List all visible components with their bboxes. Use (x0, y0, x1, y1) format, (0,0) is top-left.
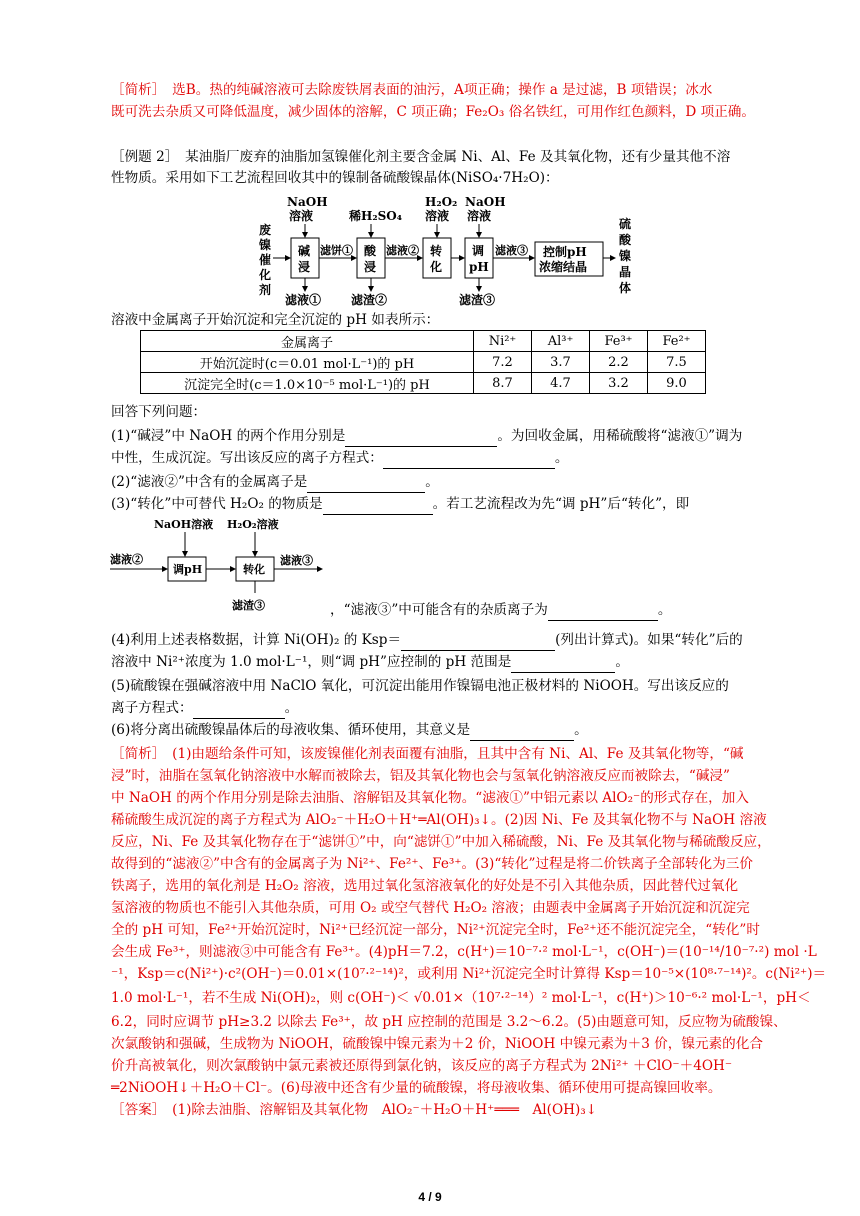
analysis2-line: ［简析］ (1)由题给条件可知，该废镍催化剂表面覆有油脂，且其中含有 Ni、Al、Fe 及其氧化物等，“碱 (111, 746, 744, 762)
q3-text-a: (3)“转化”中可替代 H₂O₂ 的物质是 (111, 496, 323, 512)
period: 。 (657, 602, 672, 618)
table-cell: 开始沉淀时(c＝0.01 mol·L⁻¹)的 pH (141, 352, 474, 373)
table-header: Fe³⁺ (590, 331, 648, 352)
table-header-row (141, 331, 706, 352)
question-5-line1: (5)硫酸镍在强碱溶液中用 NaClO 氧化，可沉淀出能用作镍镉电池正极材料的 NiOOH。写出该反应的 (111, 678, 729, 694)
table-cell: 沉淀完全时(c＝1.0×10⁻⁵ mol·L⁻¹)的 pH (141, 373, 474, 394)
q5-text-b: 离子方程式： (111, 700, 193, 716)
end-char-1: 酸 (619, 233, 632, 247)
analysis2-line: 会生成 Fe³⁺，则滤液③中可能含有 Fe³⁺。(4)pH＝7.2，c(H⁺)＝10⁻⁷·² mol·L⁻¹，c(OH⁻)＝(10⁻¹⁴/10⁻⁷·²) mol ·L (111, 944, 817, 960)
q3-text-c: ，“滤液③”中可能含有的杂质离子为 (330, 602, 548, 618)
flow2-top-h2o2: H₂O₂溶液 (227, 518, 279, 531)
start-char-1: 镍 (259, 238, 272, 252)
q6-blank[interactable] (470, 720, 574, 741)
table-row (141, 352, 706, 373)
top-label-naoh2b: 溶液 (467, 209, 492, 223)
flow2-bottom: 滤渣③ (232, 599, 265, 612)
q1-text-b: 。为回收金属，用稀硫酸将“滤液①”调为 (497, 428, 743, 444)
analysis2-line: ═2NiOOH↓＋H₂O＋Cl⁻。(6)母液中还含有少量的硫酸镍，将母液收集、循环使用可提高镍回收率。 (111, 1080, 722, 1096)
start-char-4: 剂 (259, 283, 272, 297)
table-cell: 3.7 (532, 352, 590, 373)
table-header: Fe²⁺ (648, 331, 706, 352)
top-label-h2o2: H₂O₂ (425, 195, 458, 209)
period: 。 (554, 450, 569, 466)
analysis2-line: 中 NaOH 的两个作用分别是除去油脂、溶解铝及其氧化物。“滤液①”中铝元素以 AlO₂⁻的形式存在，加入 (111, 790, 749, 806)
flow2-output: 滤液③ (280, 554, 313, 567)
page-number: 4 / 9 (418, 1190, 442, 1204)
table-cell: 3.2 (590, 373, 648, 394)
q3-text-b: 。若工艺流程改为先“调 pH”后“转化”，即 (432, 496, 690, 512)
flow2-box-convert: 转化 (243, 563, 265, 576)
question-2 (111, 472, 751, 493)
period: 。 (284, 700, 299, 716)
box-crystal-1: 控制pH (543, 245, 587, 259)
box-convert-2: 化 (430, 260, 443, 274)
table-cell: 4.7 (532, 373, 590, 394)
q6-text: (6)将分离出硫酸镍晶体后的母液收集、循环使用，其意义是 (111, 722, 471, 738)
flow2-top-naoh: NaOH溶液 (154, 518, 214, 531)
analysis2-line: 次氯酸钠和强碱，生成物为 NiOOH，硫酸镍中镍元素为＋2 价，NiOOH 中镍元素为＋3 价，镍元素的化合 (111, 1036, 763, 1052)
table-intro: 溶液中金属离子开始沉淀和完全沉淀的 pH 如表所示： (111, 312, 440, 328)
start-char-2: 催 (259, 253, 272, 267)
q4-blank-1[interactable] (401, 630, 555, 651)
table-header: Ni²⁺ (474, 331, 532, 352)
analysis2-line: ⁻¹，Ksp＝c(Ni²⁺)·c²(OH⁻)＝0.01×(10⁷·²⁻¹⁴)²，或利用 Ni²⁺沉淀完全时计算得 Ksp＝10⁻⁵×(10⁸·⁷⁻¹⁴)²。c(Ni²⁺)＝ (111, 966, 827, 982)
q4-text-c: 溶液中 Ni²⁺浓度为 1.0 mol·L⁻¹，则“调 pH”应控制的 pH 范围是 (111, 654, 512, 670)
box-ph-1: 调 (472, 244, 485, 258)
bottom-label-residue3: 滤渣③ (459, 293, 496, 307)
analysis2-line: 氢溶液的物质也不能引入其他杂质，可用 O₂ 或空气替代 H₂O₂ 溶液；由题表中金属离子开始沉淀和沉淀完 (111, 900, 750, 916)
q1-blank-2[interactable] (383, 448, 555, 469)
top-label-naoh1b: 溶液 (289, 209, 314, 223)
end-char-4: 体 (619, 281, 632, 295)
period: 。 (425, 474, 439, 490)
table-header: Al³⁺ (532, 331, 590, 352)
q1-text-c: 中性，生成沉淀。写出该反应的离子方程式： (111, 450, 383, 466)
box-crystal-2: 浓缩结晶 (539, 260, 588, 274)
table-cell: 2.2 (590, 352, 648, 373)
table-header: 金属离子 (141, 331, 474, 352)
question-5-line2 (111, 698, 751, 719)
q2-blank[interactable] (307, 472, 425, 493)
q3-blank-1[interactable] (323, 494, 433, 515)
end-char-3: 晶 (619, 265, 632, 279)
ion-ph-table (140, 330, 706, 394)
end-char-2: 镍 (619, 249, 632, 263)
q1-text-a: (1)“碱浸”中 NaOH 的两个作用分别是 (111, 428, 346, 444)
analysis2-line: 铁离子，选用的氧化剂是 H₂O₂ 溶液，选用过氧化氢溶液氧化的好处是不引入其他杂质，因此替代过氧化 (111, 878, 739, 894)
analysis2-line: 浸”时，油脂在氢氧化钠溶液中水解而被除去，铝及其氧化物也会与氢氧化钠溶液反应而被除去，“碱浸” (111, 768, 730, 784)
analysis2-line: 1.0 mol·L⁻¹，若不生成 Ni(OH)₂，则 c(OH⁻)＜ √0.01×（10⁷·²⁻¹⁴）² mol·L⁻¹，c(H⁺)＞10⁻⁶·² mol·L⁻¹，pH＜ (111, 990, 811, 1006)
q2-text: (2)“滤液②”中含有的金属离子是 (111, 474, 308, 490)
example2-line2: 性物质。采用如下工艺流程回收其中的镍制备硫酸镍晶体(NiSO₄·7H₂O)： (111, 170, 559, 186)
process-flow-diagram (253, 192, 673, 312)
box-alkali-leach-1: 碱 (298, 244, 311, 258)
question-4-line2 (111, 652, 751, 673)
box-acid-leach-1: 酸 (364, 244, 377, 258)
q4-text-b: (列出计算式)。如果“转化”后的 (555, 632, 743, 648)
analysis2-line: 价升高被氧化，则次氯酸钠中氯元素被还原得到氯化钠，该反应的离子方程式为 2Ni²⁺ ＋ClO⁻＋4OH⁻ (111, 1058, 733, 1074)
q4-blank-2[interactable] (511, 652, 615, 673)
box-alkali-leach-2: 浸 (298, 260, 311, 274)
question-3-line2 (330, 600, 750, 621)
top-label-h2so4: 稀H₂SO₄ (349, 209, 402, 223)
analysis2-line: 故得到的“滤液②”中含有的金属离子为 Ni²⁺、Fe²⁺、Fe³⁺。(3)“转化”过程是将二价铁离子全部转化为三价 (111, 856, 753, 872)
question-1-line2 (111, 448, 751, 469)
table-cell: 7.2 (474, 352, 532, 373)
q1-blank-1[interactable] (345, 426, 497, 447)
arrow-label-filtrate3: 滤液③ (495, 244, 528, 257)
alt-flow-diagram (110, 515, 340, 615)
answer-line: ［答案］ (1)除去油脂、溶解铝及其氧化物 AlO₂⁻＋H₂O＋H⁺═══ Al(OH)₃↓ (111, 1102, 598, 1118)
end-char-0: 硫 (619, 217, 632, 231)
arrow-label-filtrate2: 滤液② (386, 244, 419, 257)
flow2-box-ph: 调pH (173, 563, 203, 576)
question-1-line1 (111, 426, 751, 447)
analysis2-line: 6.2，同时应调节 pH≥3.2 以除去 Fe³⁺，故 pH 应控制的范围是 3.2～6.2。(5)由题意可知，反应物为硫酸镍、 (111, 1014, 787, 1030)
box-convert-1: 转 (430, 244, 443, 258)
q3-blank-2[interactable] (548, 600, 658, 621)
start-char-0: 废 (259, 223, 272, 237)
bottom-label-residue2: 滤渣② (351, 293, 388, 307)
table-cell: 8.7 (474, 373, 532, 394)
box-acid-leach-2: 浸 (364, 260, 377, 274)
top-label-naoh1: NaOH (287, 195, 328, 209)
analysis2-line: 反应，Ni、Fe 及其氧化物存在于“滤饼①”中，向“滤饼①”中加入稀硫酸，Ni、Fe 及其氧化物与稀硫酸反应， (111, 834, 771, 850)
questions-intro: 回答下列问题： (111, 404, 207, 420)
q5-blank[interactable] (193, 698, 285, 719)
question-4-line1 (111, 630, 751, 651)
analysis2-line: 稀硫酸生成沉淀的离子方程式为 AlO₂⁻＋H₂O＋H⁺═Al(OH)₃↓。(2)因 Ni、Fe 及其氧化物不与 NaOH 溶液 (111, 812, 767, 828)
table-row (141, 373, 706, 394)
analysis2-line: 全的 pH 可知，Fe²⁺开始沉淀时，Ni²⁺已经沉淀一部分，Ni²⁺沉淀完全时，Fe²⁺还不能沉淀完全，“转化”时 (111, 922, 760, 938)
analysis1-line1: ［简析］ 选B。热的纯碱溶液可去除废铁屑表面的油污，A项正确；操作 a 是过滤，B 项错误；冰水 (111, 82, 713, 98)
analysis1-line2: 既可洗去杂质又可降低温度，减少固体的溶解，C 项正确；Fe₂O₃ 俗名铁红，可用作红色颜料，D 项正确。 (111, 104, 755, 120)
top-label-h2o2b: 溶液 (425, 209, 450, 223)
period: 。 (574, 722, 588, 738)
example2-line1: ［例题 2］ 某油脂厂废弃的油脂加氢镍催化剂主要含金属 Ni、Al、Fe 及其氧化物，还有少量其他不溶 (111, 149, 731, 165)
question-6 (111, 720, 751, 741)
start-char-3: 化 (259, 268, 272, 282)
flow2-input: 滤液② (110, 553, 143, 566)
bottom-label-filtrate1: 滤液① (285, 293, 322, 307)
arrow-label-filter-cake: 滤饼① (320, 244, 353, 257)
top-label-naoh2: NaOH (465, 195, 506, 209)
question-3-line1 (111, 494, 751, 515)
table-cell: 7.5 (648, 352, 706, 373)
period: 。 (615, 654, 629, 670)
q4-text-a: (4)利用上述表格数据，计算 Ni(OH)₂ 的 Ksp＝ (111, 632, 402, 648)
box-ph-2: pH (469, 260, 489, 274)
table-cell: 9.0 (648, 373, 706, 394)
